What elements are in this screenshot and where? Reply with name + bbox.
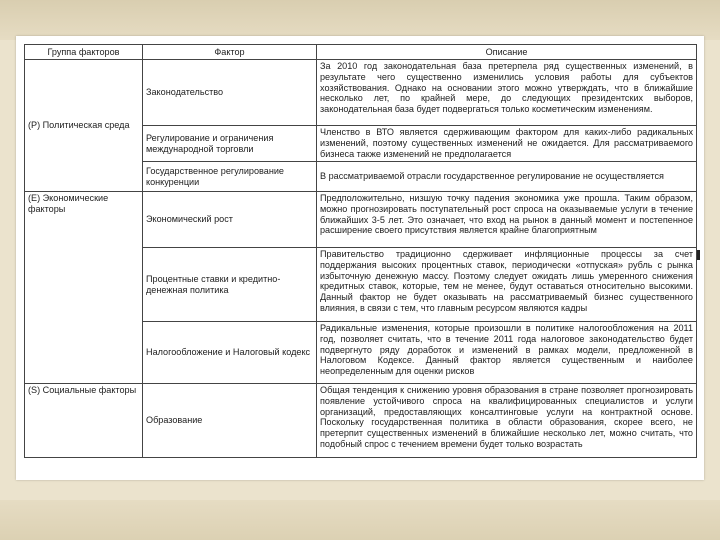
factor-cell: Образование xyxy=(143,384,317,458)
group-cell-political xyxy=(25,60,143,192)
description-cell: Радикальные изменения, которые произошли в политике налогообложения на 2011 год, позволяет считать, что в течение 2011 года налоговое законодательство будет подвергнуто ряду доработок и изменений в рамках модели, предложенной в Налоговом Кодексе. Данный фактор является существенным и наиболее неопределенным для оценки рисков xyxy=(317,322,697,384)
background-bottom-band xyxy=(0,500,720,540)
group-label: (S) Социальные факторы xyxy=(28,385,137,395)
factor-cell: Процентные ставки и кредитно-денежная политика xyxy=(143,248,317,322)
factor-cell: Государственное регулирование конкуренции xyxy=(143,162,317,192)
table-row xyxy=(25,192,697,248)
description-cell: Членство в ВТО является сдерживающим фактором для каких-либо радикальных изменений, поэтому существенных изменений не ожидается. Для рассматриваемого бизнеса также изменений не предполагается xyxy=(317,126,697,162)
group-cell-economic xyxy=(25,192,143,384)
description-cell: За 2010 год законодательная база претерпела ряд существенных изменений, в результате чего существенно изменились условия работы для субъектов хозяйствования. Однако на основании этого можно утверждать, что в ближайшие несколько лет, по крайней мере, до следующих президентских выборов, законодательная база будет подвергаться только косметическим изменениям. xyxy=(317,60,697,126)
group-cell-social xyxy=(25,384,143,458)
description-cell: Правительство традиционно сдерживает инфляционные процессы за счет поддержания высоких процентных ставок, периодически «отпуская» рубль с рынка избыточную денежную массу. Поэтому следует ожидать лишь умеренного снижения кредитных ставок, которые, тем не менее, будут оставаться относительно высокими. Данный фактор не будет оказывать на рассматриваемый бизнес существенного влияния, в связи с тем, что главным ресурсом являются кадры xyxy=(317,248,697,322)
document-page xyxy=(16,36,704,480)
factor-cell: Налогообложение и Налоговый кодекс xyxy=(143,322,317,384)
header-description: Описание xyxy=(317,45,697,60)
header-group: Группа факторов xyxy=(25,45,143,60)
factor-cell: Регулирование и ограничения международной торговли xyxy=(143,126,317,162)
table-header-row xyxy=(25,45,697,60)
table-row xyxy=(25,384,697,458)
description-cell: В рассматриваемой отрасли государственное регулирование не осуществляется xyxy=(317,162,697,192)
background-top-band xyxy=(0,0,720,40)
group-label: (P) Политическая среда xyxy=(28,120,130,131)
description-cell: Предположительно, низшую точку падения экономика уже прошла. Таким образом, можно прогнозировать поступательный рост спроса на оказываемые услуги в течение ближайших 3-5 лет. Это означает, что вход на рынок в данный момент и постепенное расширение своего присутствия является крайне благоприятным xyxy=(317,192,697,248)
group-label: (E) Экономические факторы xyxy=(28,193,109,214)
page-edge-marker xyxy=(697,250,700,260)
factor-cell: Экономический рост xyxy=(143,192,317,248)
pest-analysis-table xyxy=(24,44,697,458)
description-cell: Общая тенденция к снижению уровня образования в стране позволяет прогнозировать появление устойчивого спроса на квалифицированных специалистов и услуги организаций, предоставляющих консалтинговые услуги на контрактной основе. Поскольку государственная политика в области образования, скорее всего, не претерпит существенных изменений в ближайшие несколько лет, можно считать, что подобный спрос с течением времени будет только возрастать xyxy=(317,384,697,458)
header-factor: Фактор xyxy=(143,45,317,60)
table-row xyxy=(25,60,697,126)
factor-cell: Законодательство xyxy=(143,60,317,126)
